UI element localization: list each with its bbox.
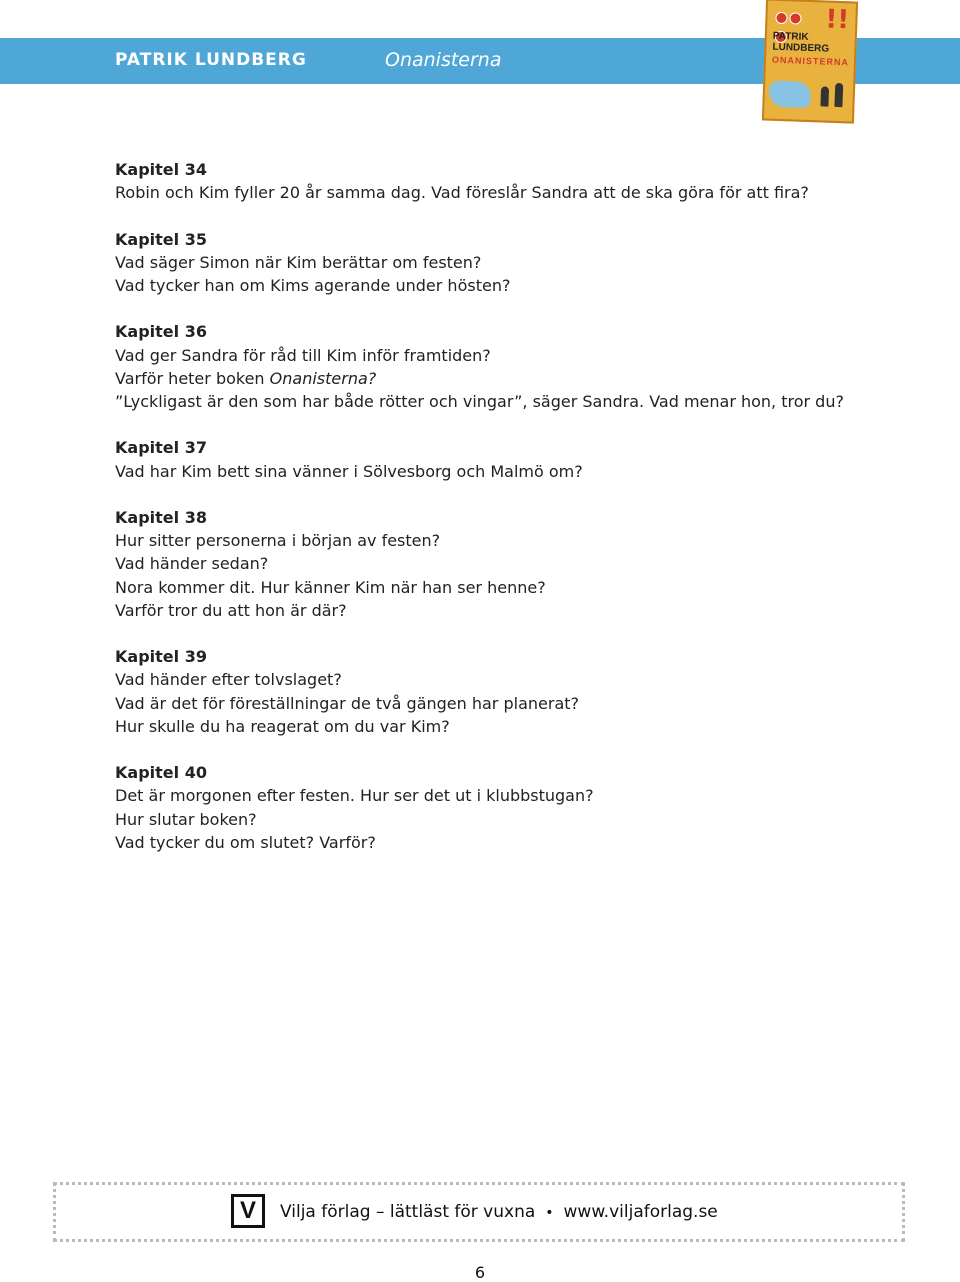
chapter-section bbox=[115, 645, 875, 738]
cover-exclamation-icon: !! bbox=[824, 4, 850, 36]
question-line: Vad händer efter tolvslaget? bbox=[115, 670, 342, 690]
question-line: Nora kommer dit. Hur känner Kim när han ser henne? bbox=[115, 577, 546, 597]
cover-dot bbox=[789, 12, 801, 24]
question-line: ”Lyckligast är den som har både rötter och vingar”, säger Sandra. Vad menar hon, tror du? bbox=[115, 392, 844, 411]
publisher-url[interactable]: www.viljaforlag.se bbox=[563, 1202, 718, 1222]
question-line: Robin och Kim fyller 20 år samma dag. Vad föreslår Sandra att de ska göra för att fira? bbox=[115, 183, 809, 203]
question-line: Vad händer sedan? bbox=[115, 554, 269, 574]
question-line-with-title bbox=[115, 367, 875, 390]
chapter-section bbox=[115, 158, 875, 204]
question-line: Vad tycker du om slutet? Varför? bbox=[115, 832, 376, 852]
chapter-heading: Kapitel 37 bbox=[115, 438, 207, 458]
chapter-heading: Kapitel 34 bbox=[115, 160, 207, 179]
cover-figure-icon bbox=[834, 83, 843, 107]
question-line: Varför tror du att hon är där? bbox=[115, 600, 347, 620]
question-text: Varför heter boken bbox=[115, 368, 270, 388]
question-line: Vad säger Simon när Kim berättar om festen? bbox=[115, 252, 482, 272]
chapter-section bbox=[115, 506, 875, 622]
cover-graphic bbox=[768, 81, 811, 108]
chapter-section bbox=[115, 320, 875, 413]
question-line: Vad tycker han om Kims agerande under hösten? bbox=[115, 276, 511, 295]
chapter-heading: Kapitel 40 bbox=[115, 763, 207, 783]
question-line: Vad ger Sandra för råd till Kim inför framtiden? bbox=[115, 345, 491, 365]
page-number: 6 bbox=[474, 1263, 486, 1282]
chapter-heading: Kapitel 39 bbox=[115, 647, 207, 667]
publisher-logo-icon bbox=[231, 1194, 265, 1228]
cover-dot bbox=[775, 12, 787, 24]
question-line: Hur sitter personerna i början av festen? bbox=[115, 531, 441, 551]
chapter-section bbox=[115, 228, 875, 298]
question-line: Hur skulle du ha reagerat om du var Kim? bbox=[115, 716, 450, 736]
book-cover-image bbox=[762, 0, 858, 124]
chapter-heading: Kapitel 35 bbox=[115, 229, 207, 249]
chapter-heading: Kapitel 36 bbox=[115, 322, 207, 342]
question-line: Vad har Kim bett sina vänner i Sölvesborg och Malmö om? bbox=[115, 461, 583, 481]
chapter-questions bbox=[115, 158, 875, 877]
cover-author: PATRIK LUNDBERG bbox=[772, 30, 830, 55]
header-author: PATRIK LUNDBERG bbox=[115, 50, 307, 70]
chapter-section bbox=[115, 761, 875, 854]
question-line: Det är morgonen efter festen. Hur ser det ut i klubbstugan? bbox=[115, 786, 594, 806]
header-book-title: Onanisterna bbox=[385, 49, 502, 71]
publisher-name: Vilja förlag – lättläst för vuxna bbox=[280, 1202, 536, 1222]
bullet-separator: • bbox=[545, 1205, 554, 1221]
cover-figure-icon bbox=[820, 86, 829, 106]
question-line: Hur slutar boken? bbox=[115, 809, 257, 829]
footer-text bbox=[280, 1202, 718, 1222]
chapter-heading: Kapitel 38 bbox=[115, 507, 207, 527]
question-line: Vad är det för föreställningar de två gängen har planerat? bbox=[115, 693, 580, 713]
book-title-italic: Onanisterna? bbox=[269, 368, 377, 388]
logo-letter: V bbox=[234, 1197, 262, 1225]
chapter-section bbox=[115, 436, 875, 482]
cover-dots bbox=[775, 9, 815, 22]
cover-title: ONANISTERNA bbox=[771, 54, 850, 68]
